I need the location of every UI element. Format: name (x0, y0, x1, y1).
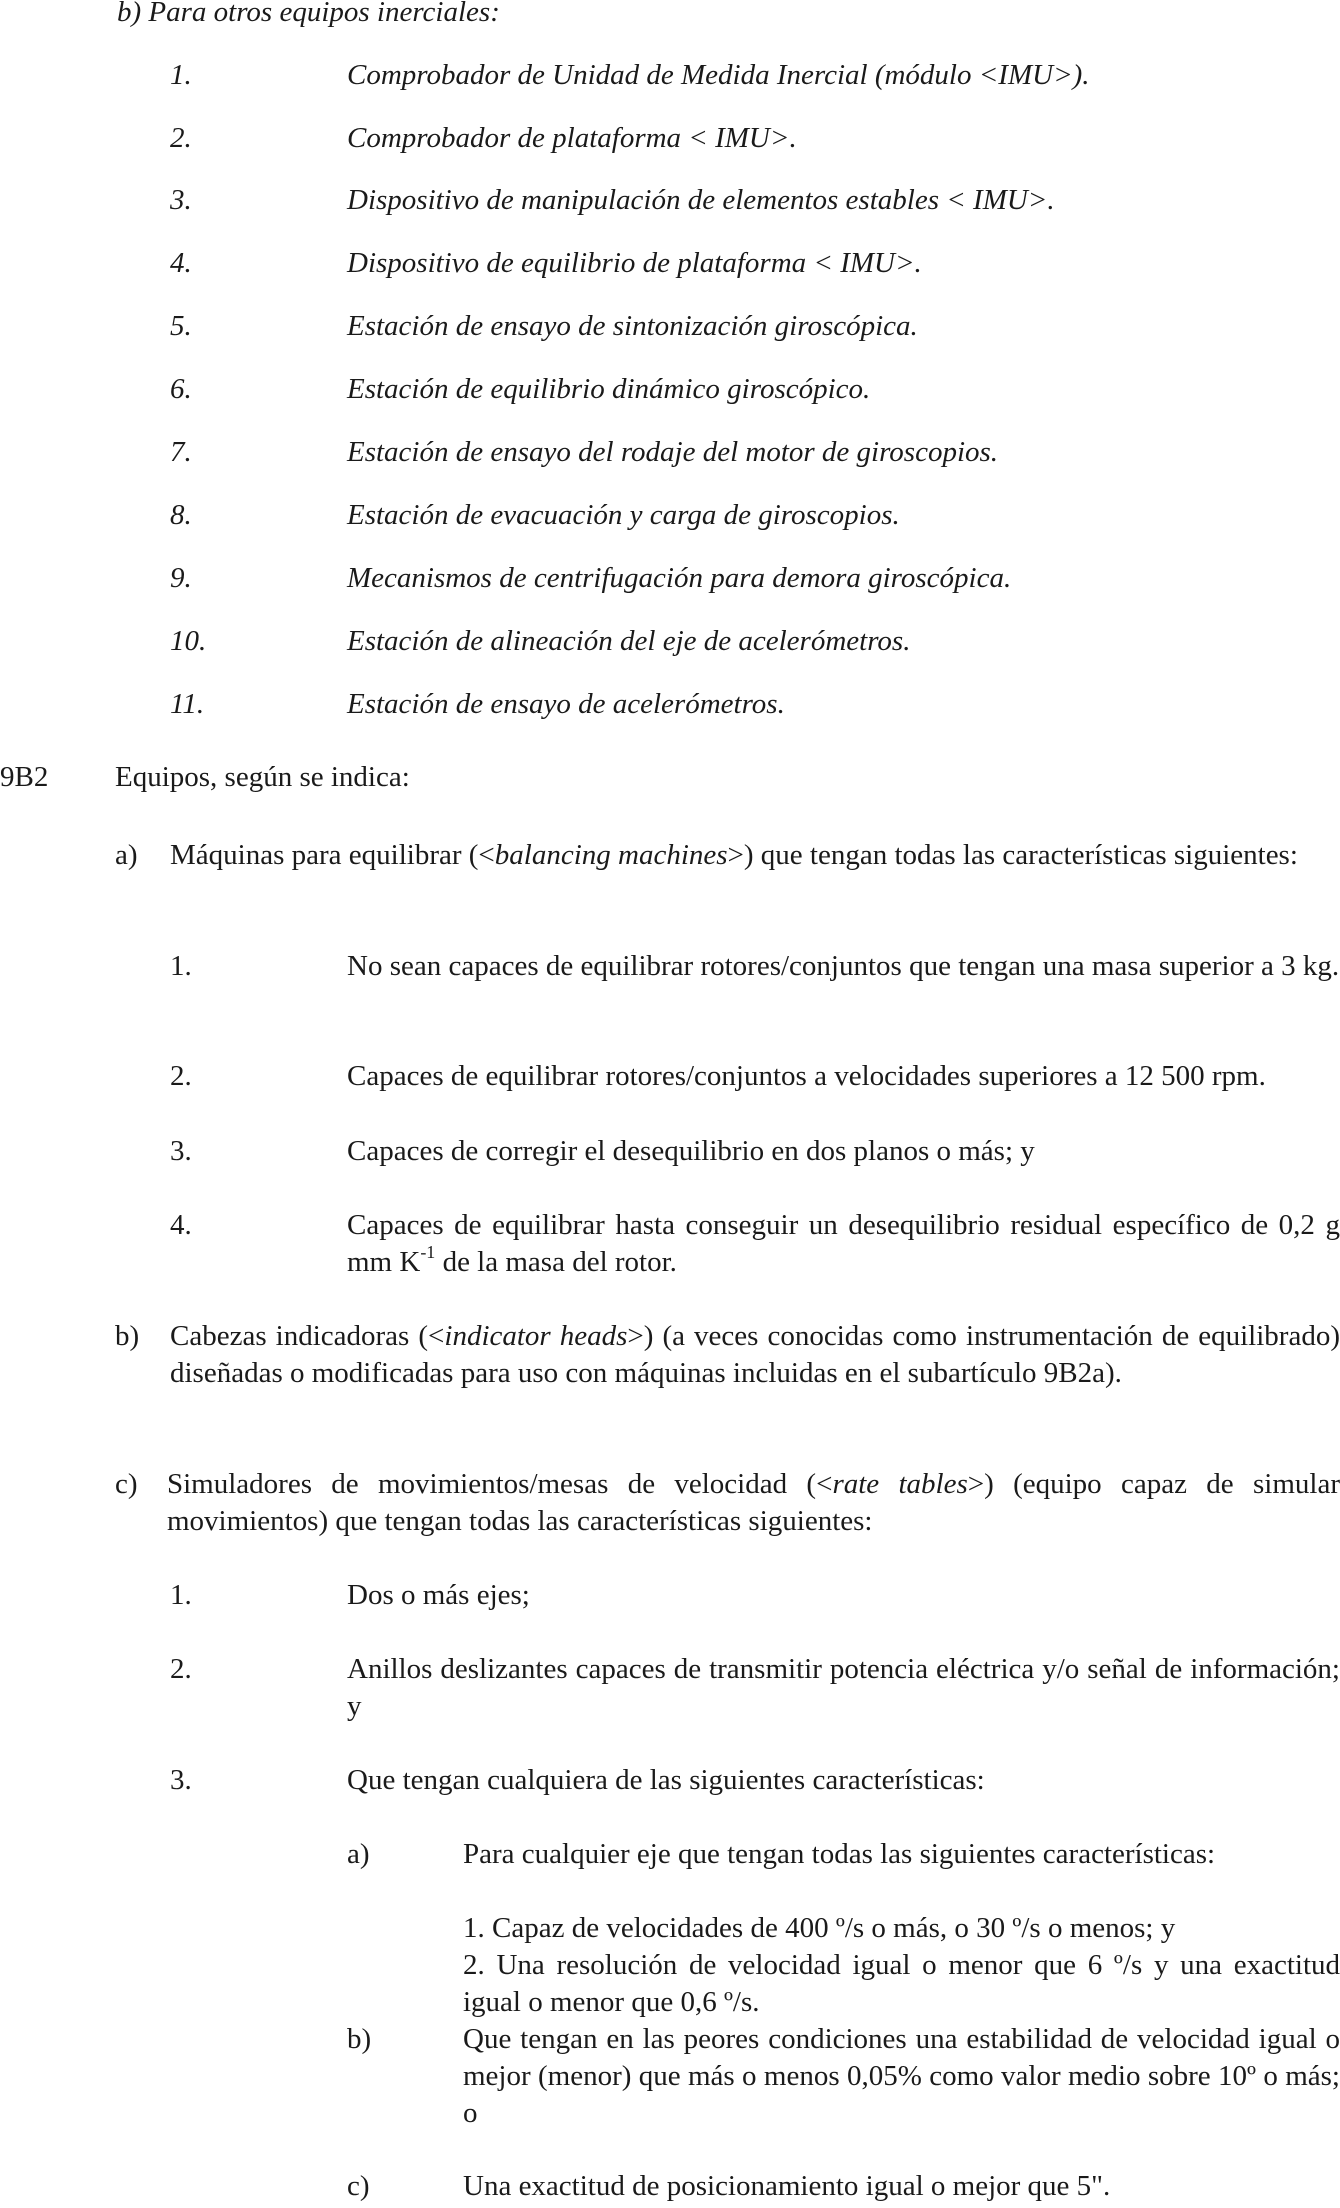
list-item: Estación de alineación del eje de acelerómetros. (347, 625, 911, 657)
list-item-number: 3. (170, 1764, 192, 1796)
list-item: Anillos deslizantes capaces de transmitir potencia eléctrica y/o señal de información; y (347, 1653, 1340, 1722)
list-item: Comprobador de Unidad de Medida Inercial (módulo <IMU>). (347, 59, 1090, 91)
sub-c-text: Simuladores de movimientos/mesas de velocidad (<rate tables>) (equipo capaz de simular movimientos) que tengan todas las características siguientes: (167, 1468, 1340, 1537)
list-item: Mecanismos de centrifugación para demora giroscópica. (347, 562, 1012, 594)
sub-c-label: c) (115, 1468, 138, 1500)
list-item-number: 5. (170, 310, 192, 342)
option-b-text: Que tengan en las peores condiciones una estabilidad de velocidad igual o mejor (menor) que más o menos 0,05% como valor medio sobre 10º o más; o (463, 2023, 1340, 2129)
list-item: Estación de ensayo del rodaje del motor de giroscopios. (347, 436, 999, 468)
list-item: Estación de equilibrio dinámico giroscópico. (347, 373, 871, 405)
section-title: Equipos, según se indica: (115, 761, 410, 793)
list-item: Estación de ensayo de sintonización giroscópica. (347, 310, 918, 342)
superscript: -1 (420, 1242, 436, 1263)
list-item: Capaces de corregir el desequilibrio en dos planos o más; y (347, 1135, 1035, 1167)
option-a-label: a) (347, 1838, 370, 1870)
list-item: Capaces de equilibrar rotores/conjuntos a velocidades superiores a 12 500 rpm. (347, 1060, 1266, 1092)
list-item: Dispositivo de manipulación de elementos estables < IMU>. (347, 184, 1055, 216)
list-item: Estación de evacuación y carga de giroscopios. (347, 499, 900, 531)
list-item-number: 2. (170, 1060, 192, 1092)
list-item-number: 7. (170, 436, 192, 468)
list-item-number: 2. (170, 1653, 192, 1685)
option-a-text: Para cualquier eje que tengan todas las siguientes características: (463, 1838, 1216, 1870)
list-item-number: 3. (170, 1135, 192, 1167)
list-item-number: 9. (170, 562, 192, 594)
list-item: No sean capaces de equilibrar rotores/conjuntos que tengan una masa superior a 3 kg. (347, 950, 1340, 982)
section-code: 9B2 (0, 761, 49, 793)
list-item-number: 11. (170, 688, 205, 720)
list-item: Estación de ensayo de acelerómetros. (347, 688, 785, 720)
option-a-detail-2: 2. Una resolución de velocidad igual o menor que 6 º/s y una exactitud igual o menor que 0,6 º/s. (463, 1949, 1340, 2018)
sub-a-label: a) (115, 839, 138, 871)
list-item-number: 4. (170, 1209, 192, 1241)
part-b-heading: b) Para otros equipos inerciales: (117, 0, 500, 28)
list-item: Capaces de equilibrar hasta conseguir un desequilibrio residual específico de 0,2 g mm $K^{-1}$ de la masa del rotor. (347, 1209, 1340, 1278)
option-c-text: Una exactitud de posicionamiento igual o mejor que 5". (463, 2170, 1111, 2202)
list-item-number: 3. (170, 184, 192, 216)
list-item: Dispositivo de equilibrio de plataforma < IMU>. (347, 247, 922, 279)
option-a-detail-1: 1. Capaz de velocidades de 400 º/s o más, o 30 º/s o menos; y (463, 1912, 1176, 1944)
list-item-number: 1. (170, 950, 192, 982)
list-item-number: 1. (170, 59, 192, 91)
sub-a-text: Máquinas para equilibrar (<balancing machines>) que tengan todas las características siguientes: (170, 839, 1298, 871)
sub-b-label: b) (115, 1320, 140, 1352)
option-c-label: c) (347, 2170, 370, 2202)
sub-b-text: Cabezas indicadoras (<indicator heads>) (a veces conocidas como instrumentación de equilibrado) diseñadas o modificadas para uso con máquinas incluidas en el subartículo 9B2a). (170, 1320, 1340, 1389)
list-item-number: 4. (170, 247, 192, 279)
option-b-label: b) (347, 2023, 372, 2055)
list-item-number: 1. (170, 1579, 192, 1611)
list-item: Dos o más ejes; (347, 1579, 530, 1611)
list-item: Que tengan cualquiera de las siguientes características: (347, 1764, 985, 1796)
list-item-number: 6. (170, 373, 192, 405)
list-item: Comprobador de plataforma < IMU>. (347, 122, 797, 154)
list-item-number: 2. (170, 122, 192, 154)
list-item-number: 10. (170, 625, 207, 657)
list-item-number: 8. (170, 499, 192, 531)
